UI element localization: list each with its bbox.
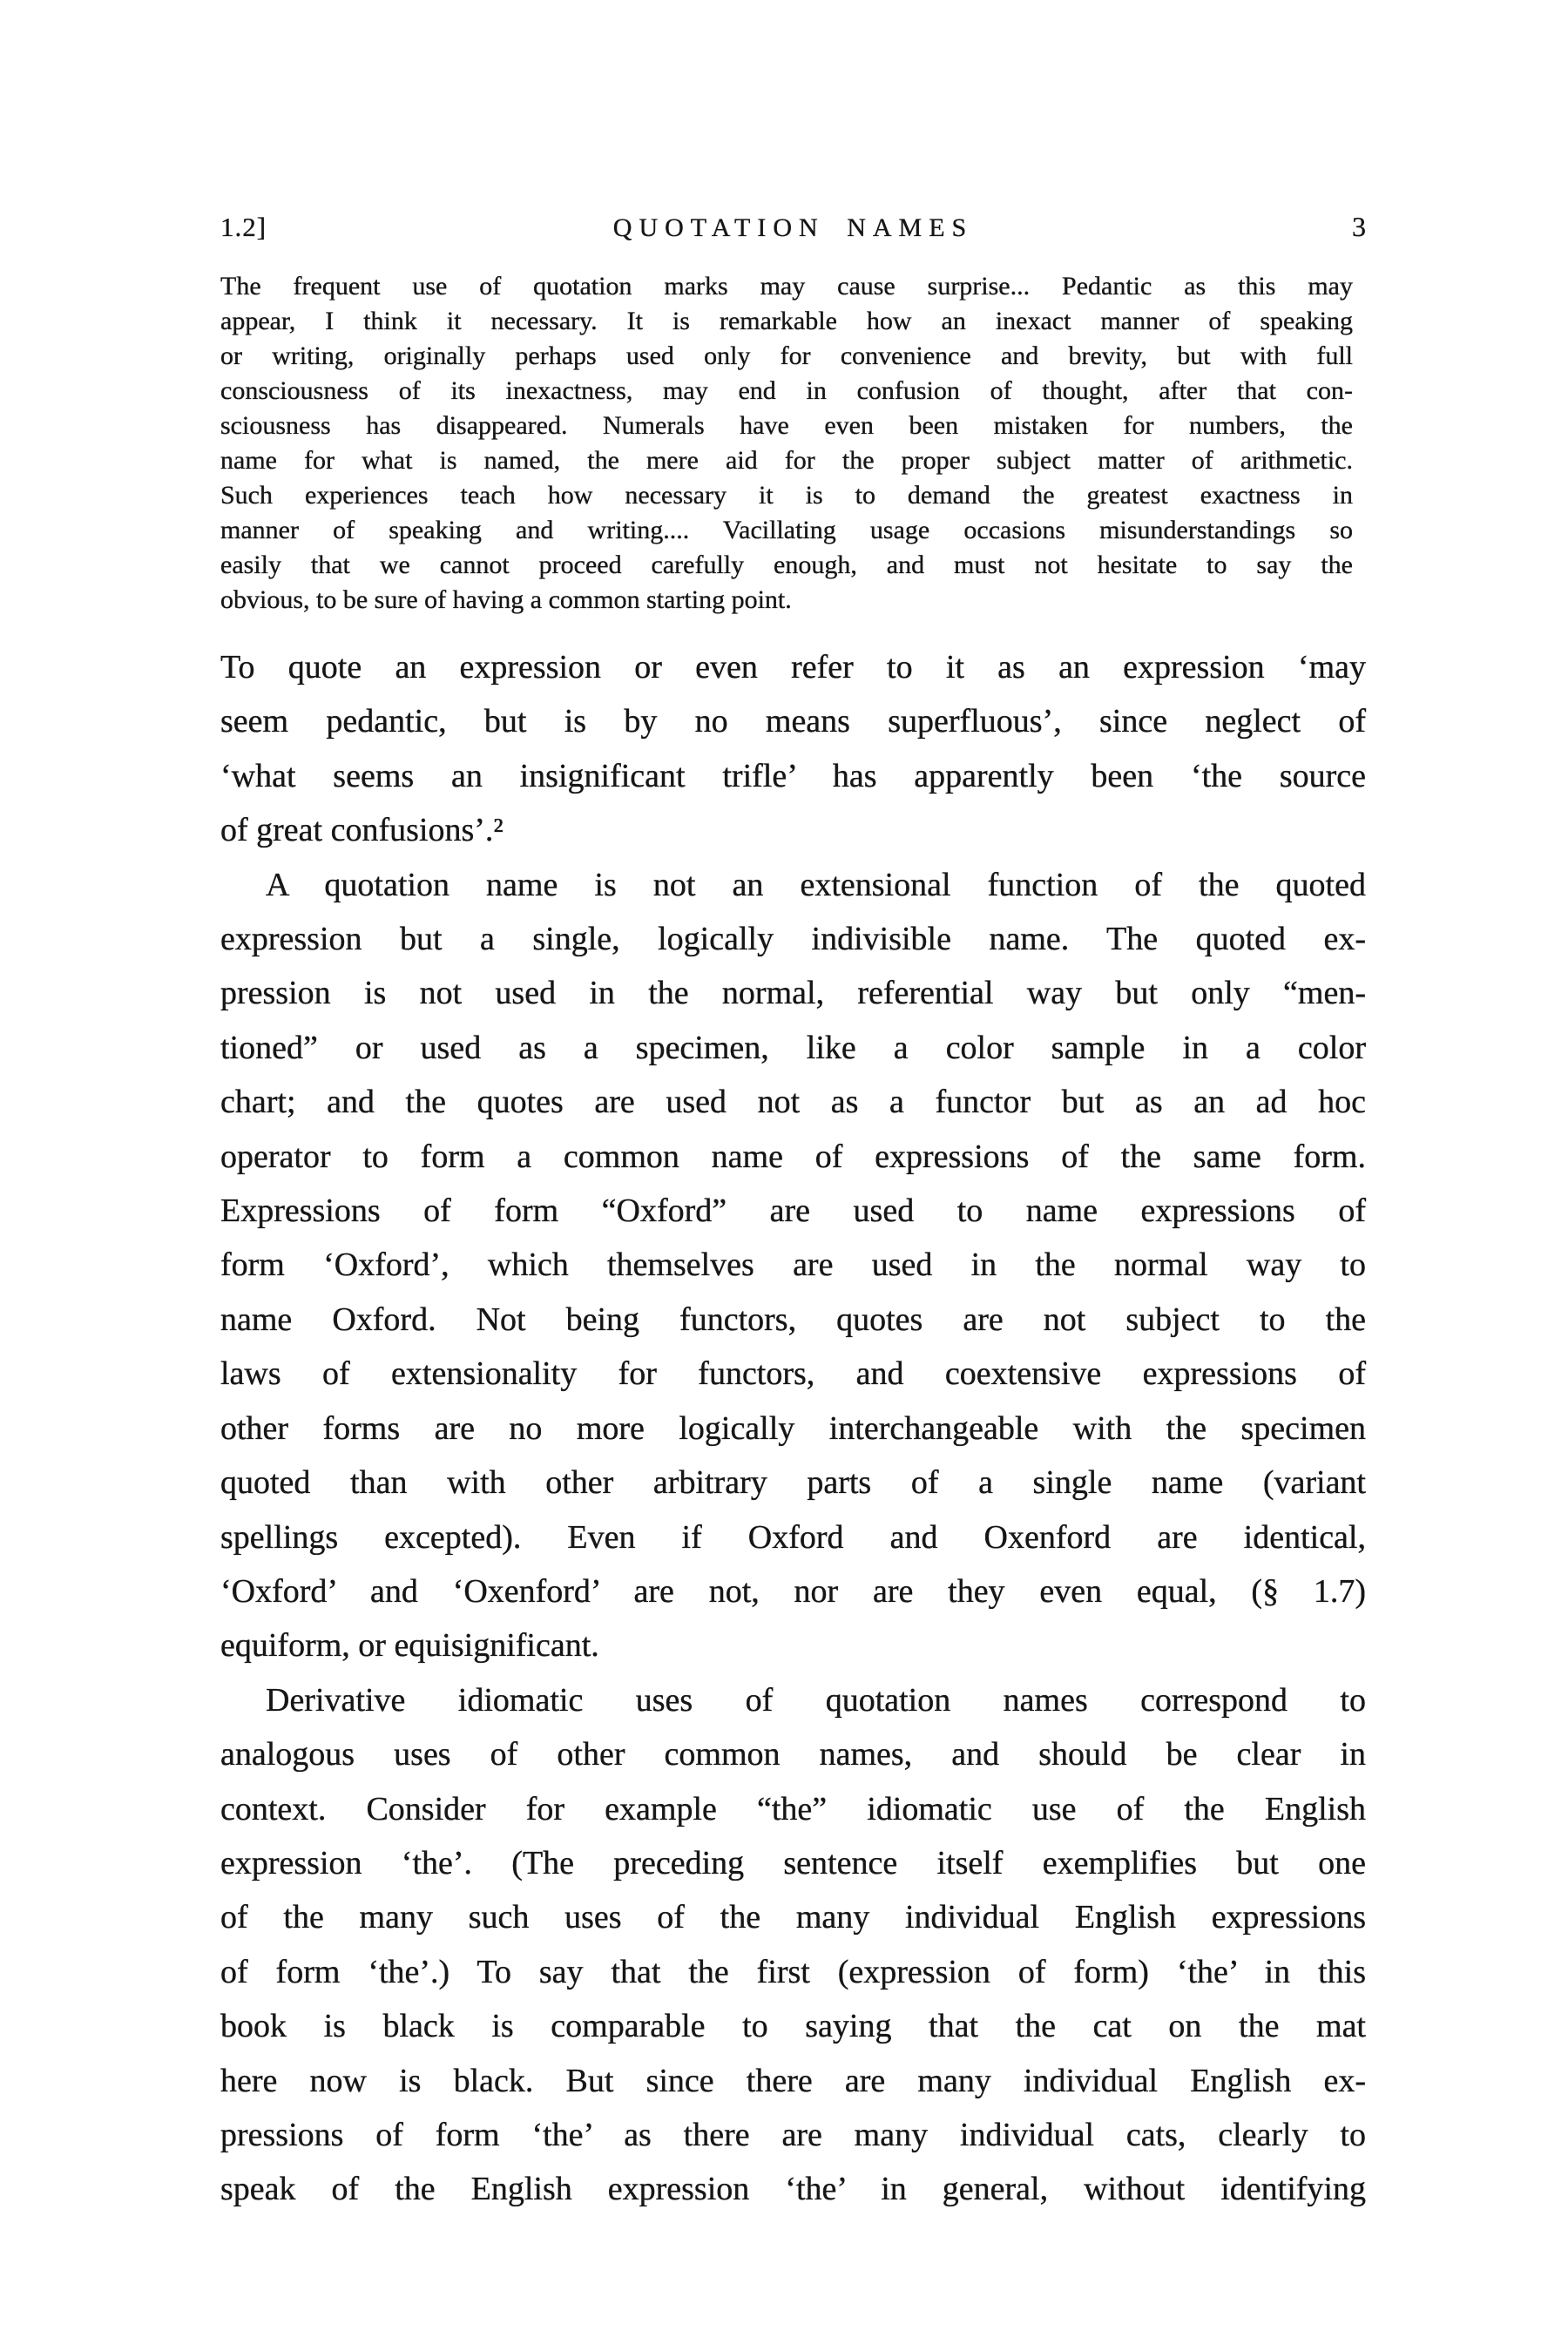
text-line: of great confusions’.²: [220, 812, 504, 849]
text-line: of form ‘the’.) To say that the first (expression of form) ‘the’ in this: [220, 1953, 1366, 1990]
section-number: 1.2]: [220, 212, 267, 242]
text-line: analogous uses of other common names, and should be clear in: [220, 1736, 1366, 1773]
text-line: sciousness has disappeared. Numerals have even been mistaken for numbers, the: [220, 411, 1353, 440]
text-line: name for what is named, the mere aid for the proper subject matter of arithmetic.: [220, 446, 1353, 475]
text-line: laws of extensionality for functors, and coextensive expressions of: [220, 1355, 1366, 1393]
text-line: pression is not used in the normal, referential way but only “men-: [220, 975, 1366, 1012]
text-line: expression but a single, logically indivisible name. The quoted ex-: [220, 921, 1366, 958]
text-line: ‘Oxford’ and ‘Oxenford’ are not, nor are they even equal, (§ 1.7): [220, 1572, 1366, 1610]
text-line: Derivative idiomatic uses of quotation names correspond to: [266, 1681, 1366, 1719]
text-line: here now is black. But since there are many individual English ex-: [220, 2062, 1366, 2099]
text-line: other forms are no more logically interchangeable with the specimen: [220, 1409, 1366, 1447]
text-line: or writing, originally perhaps used only for convenience and brevity, but with full: [220, 341, 1353, 370]
text-line: The frequent use of quotation marks may cause surprise... Pedantic as this may: [220, 272, 1353, 301]
text-line: pressions of form ‘the’ as there are many individual cats, clearly to: [220, 2116, 1366, 2153]
text-line: Expressions of form “Oxford” are used to name expressions of: [220, 1192, 1366, 1230]
paragraph: [220, 1673, 1366, 2217]
text-line: appear, I think it necessary. It is remarkable how an inexact manner of speaking: [220, 307, 1353, 335]
text-line: Such experiences teach how necessary it is to demand the greatest exactness in: [220, 481, 1353, 510]
text-line: book is black is comparable to saying that the cat on the mat: [220, 2008, 1366, 2045]
text-line: quoted than with other arbitrary parts of a single name (variant: [220, 1464, 1366, 1502]
paragraph: [220, 640, 1366, 858]
text-line: manner of speaking and writing.... Vacillating usage occasions misunderstandings so: [220, 516, 1353, 544]
page-number: 3: [1352, 211, 1367, 242]
text-line: equiform, or equisignificant.: [220, 1627, 599, 1665]
text-line: To quote an expression or even refer to it as an expression ‘may: [220, 649, 1366, 686]
page-content: [220, 211, 1366, 2217]
paragraph: [220, 858, 1366, 1673]
text-line: ‘what seems an insignificant trifle’ has apparently been ‘the source: [220, 757, 1366, 794]
text-line: tioned” or used as a specimen, like a color sample in a color: [220, 1029, 1366, 1066]
text-line: consciousness of its inexactness, may end in confusion of thought, after that con-: [220, 376, 1353, 405]
text-line: seem pedantic, but is by no means superfluous’, since neglect of: [220, 703, 1366, 740]
running-title: QUOTATION NAMES: [612, 213, 974, 242]
text-line: expression ‘the’. (The preceding sentence itself exemplifies but one: [220, 1844, 1366, 1881]
text-line: easily that we cannot proceed carefully enough, and must not hesitate to say the: [220, 551, 1353, 579]
text-line: obvious, to be sure of having a common starting point.: [220, 585, 792, 614]
page-header: [220, 211, 1366, 243]
text-line: form ‘Oxford’, which themselves are used in the normal way to: [220, 1246, 1366, 1284]
text-line: context. Consider for example “the” idiomatic use of the English: [220, 1790, 1366, 1827]
text-line: name Oxford. Not being functors, quotes are not subject to the: [220, 1300, 1366, 1338]
text-line: operator to form a common name of expressions of the same form.: [220, 1138, 1366, 1175]
text-line: of the many such uses of the many individual English expressions: [220, 1899, 1366, 1936]
block-quote: [220, 269, 1353, 618]
text-line: A quotation name is not an extensional function of the quoted: [266, 866, 1366, 903]
text-line: chart; and the quotes are used not as a functor but as an ad hoc: [220, 1084, 1366, 1121]
text-line: spellings excepted). Even if Oxford and Oxenford are identical,: [220, 1518, 1366, 1556]
text-line: speak of the English expression ‘the’ in general, without identifying: [220, 2171, 1366, 2208]
